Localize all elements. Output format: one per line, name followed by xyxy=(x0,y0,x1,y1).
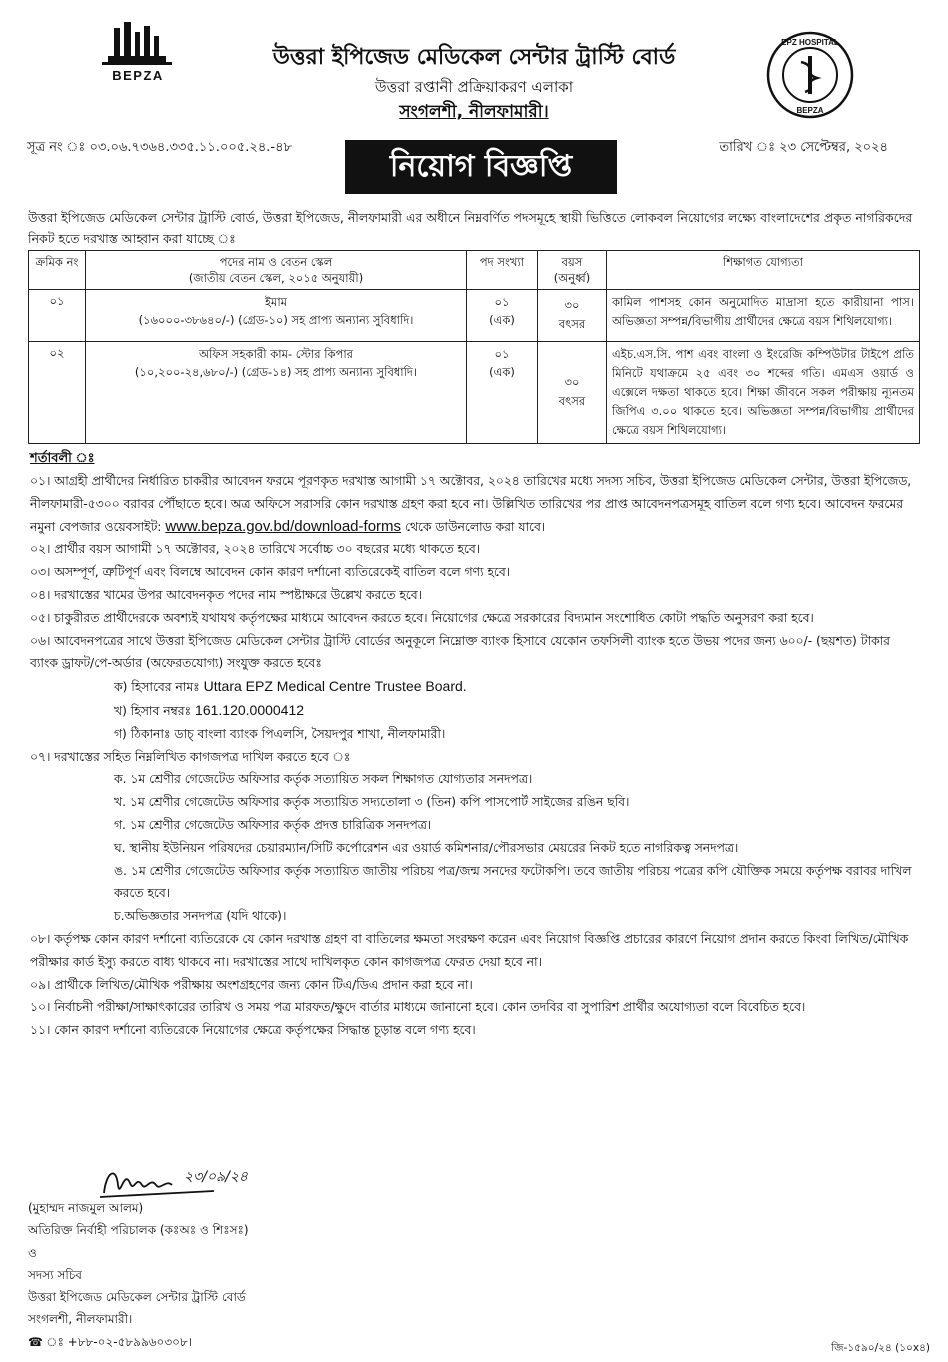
signatory-organization: উত্তরা ইপিজেড মেডিকেল সেন্টার ট্রাস্টি বোর্ড xyxy=(28,1290,246,1305)
post-count: ০১ xyxy=(494,295,510,309)
row-qualification: এইচ.এস.সি. পাশ এবং বাংলা ও ইংরেজি কম্পিউটার টাইপে প্রতি মিনিটে যথাক্রমে ২৫ এবং ৩০ শব্দের গতি। এমএস ওয়ার্ড ও এক্সেলে দক্ষতা থাকতে হবে। শিক্ষা জীবনে সকল পরীক্ষায় ন্যূনতম জিপিএ ৩.০০ থাকতে হবে। অভিজ্ঞতা সম্পন্ন/বিভাগীয় প্রার্থীদের ক্ষেত্রে বয়স শিথিলযোগ্য। xyxy=(607,342,920,444)
account-name-label: ক) হিসাবের নামঃ xyxy=(114,680,200,695)
term-06-bank-address: গ) ঠিকানাঃ ডাচ্ বাংলা ব্যাংক পিএলসি, সৈয়দপুর শাখা, নীলফামারী। xyxy=(114,726,446,741)
header-qualification: শিক্ষাগত যোগ্যতা xyxy=(607,251,920,290)
signatory-block xyxy=(28,1197,249,1353)
signature-date: ২৩/০৯/২৪ xyxy=(184,1169,249,1185)
term-10: ১০। নির্বাচনী পরীক্ষা/সাক্ষাৎকারের তারিখ ও সময় পত্র মারফত/ক্ষুদে বার্তার মাধ্যমে জানানো হবে। কোন তদবির বা সুপারিশ প্রার্থীর অযোগ্যতা বলে বিবেচিত হবে। xyxy=(30,1000,806,1015)
term-04: ০৪। দরখাস্তের খামের উপর আবেদনকৃত পদের নাম স্পষ্টাক্ষরে উল্লেখ করতে হবে। xyxy=(30,587,422,602)
terms-list xyxy=(30,470,920,1042)
account-number-label: খ) হিসাব নম্বরঃ xyxy=(114,703,192,718)
term-01-text-end: থেকে ডাউনলোড করা যাবে। xyxy=(404,519,546,534)
header-serial: ক্রমিক নং xyxy=(29,251,86,290)
signatory-role: সদস্য সচিব xyxy=(28,1267,82,1282)
row-serial: ০১ xyxy=(29,290,86,342)
organization-title: উত্তরা ইপিজেড মেডিকেল সেন্টার ট্রাস্টি বোর্ড xyxy=(272,45,676,70)
term-11: ১১। কোন কারণ দর্শানো ব্যতিরেকে নিয়োগের ক্ষেত্রে কর্তৃপক্ষের সিদ্ধান্ত চূড়ান্ত বলে গণ্য হবে। xyxy=(30,1023,476,1038)
age-unit: বৎসর xyxy=(558,393,586,408)
signatory-phone: ☎ ঃ +৮৮-০২-৫৮৯৯৬০৩০৮। xyxy=(28,1334,193,1349)
term-07: ০৭। দরখাস্তের সহিত নিম্নলিখিত কাগজপত্র দাখিল করতে হবে ঃ xyxy=(30,749,351,764)
row-post xyxy=(86,342,467,444)
post-scale: (১০,২০০-২৪,৬৮০/-) (গ্রেড-১৪) সহ প্রাপ্য অন্যান্য সুবিধাদি। xyxy=(134,365,418,379)
term-07-ca: চ.অভিজ্ঞতার সনদপত্র (যদি থাকে)। xyxy=(114,909,287,924)
row-qualification: কামিল পাশসহ কোন অনুমোদিত মাদ্রাসা হতে কারীয়ানা পাস। অভিজ্ঞতা সম্পন্ন/বিভাগীয় প্রার্থীদের ক্ষেত্রে বয়স শিথিলযোগ্য। xyxy=(607,290,920,342)
table-row xyxy=(29,290,920,342)
term-05: ০৫। চাকুরীরত প্রার্থীদেরকে অবশ্যই যথাযথ কর্তৃপক্ষের মাধ্যমে আবেদন করতে হবে। নিয়োগের ক্ষেত্রে সরকারের বিদ্যমান সংশোধিত কোটা পদ্ধতি অনুসরণ করা হবে। xyxy=(30,610,814,625)
notice-date: তারিখ ঃ ২৩ সেপ্টেম্বর, ২০২৪ xyxy=(719,140,888,155)
header-post-line1: পদের নাম ও বেতন স্কেল xyxy=(219,255,333,269)
term-08: ০৮। কর্তৃপক্ষ কোন কারণ দর্শানো ব্যতিরেকে যে কোন দরখাস্ত গ্রহণ বা বাতিলের ক্ষমতা সংরক্ষণ করেন এবং নিয়োগ বিজ্ঞপ্তি প্রচারের কারণে নিয়োগ প্রদান করতে কিংবা লিখিত/মৌখিক পরীক্ষার কার্ড ইস্যু করতে বাধ্য থাকবে না। দরখাস্তের সাথে দাখিলকৃত কোন কাগজপত্র ফেরত দেয়া হবে না। xyxy=(30,931,909,969)
notice-headline: নিয়োগ বিজ্ঞপ্তি xyxy=(345,140,617,194)
term-07-ka: ক. ১ম শ্রেণীর গেজেটেড অফিসার কর্তৃক সত্যায়িত সকল শিক্ষাগত যোগ্যতার সনদপত্র। xyxy=(114,772,533,787)
seal-bottom-text: BEPZA xyxy=(796,106,824,115)
row-serial: ০২ xyxy=(29,342,86,444)
row-post xyxy=(86,290,467,342)
header-post-line2: (জাতীয় বেতন স্কেল, ২০১৫ অনুযায়ী) xyxy=(188,271,364,285)
row-age xyxy=(538,290,607,342)
term-06-account-number xyxy=(30,699,920,723)
account-number-value: 161.120.0000412 xyxy=(195,701,305,718)
term-06: ০৬। আবেদনপত্রের সাথে উত্তরা ইপিজেড মেডিকেল সেন্টার ট্রাস্টি বোর্ডের অনুকূলে নিম্নোক্ত ব্যাংক হিসাবে যেকোন তফসিলী ব্যাংক হতে উভয় পদের জন্য ৬০০/- (ছয়শত) টাকার ব্যাংক ড্রাফট/পে-অর্ডার (অফেরতযোগ্য) সংযুক্ত করতে হবেঃ xyxy=(30,633,890,671)
term-07-kha: খ. ১ম শ্রেণীর গেজেটেড অফিসার কর্তৃক সত্যায়িত সদ্যতোলা ৩ (তিন) কপি পাসপোর্ট সাইজের রঙিন ছবি। xyxy=(114,795,630,810)
header-age: বয়স (অনুর্ধ্ব) xyxy=(538,251,607,290)
post-name: অফিস সহকারী কাম- স্টোর কিপার xyxy=(199,347,353,361)
age-value: ৩০ xyxy=(564,297,580,312)
term-07-gha: ঘ. স্থানীয় ইউনিয়ন পরিষদের চেয়ারম্যান/সিটি কর্পোরেশন এর ওয়ার্ড কমিশনার/পৌরসভার মেয়রের নিকট হতে নাগরিকত্ব সনদপত্র। xyxy=(114,840,739,855)
term-02: ০২। প্রার্থীর বয়স আগামী ১৭ অক্টোবর, ২০২৪ তারিখে সর্বোচ্চ ৩০ বছরের মধ্যে থাকতে হবে। xyxy=(30,542,481,557)
memo-number: সূত্র নং ঃ ০৩.০৬.৭৩৬৪.৩৩৫.১১.০০৫.২৪.-৪৮ xyxy=(27,140,292,155)
organization-subtitle: উত্তরা রপ্তানী প্রক্রিয়াকরণ এলাকা xyxy=(374,78,574,96)
download-forms-link[interactable]: www.bepza.gov.bd/download-forms xyxy=(165,517,402,535)
row-age xyxy=(538,342,607,444)
row-count xyxy=(467,290,538,342)
bepza-logo-text: BEPZA xyxy=(112,68,164,83)
post-scale: (১৬০০০-৩৮৬৪০/-) (গ্রেড-১০) সহ প্রাপ্য অন্যান্য সুবিধাদি। xyxy=(138,313,414,327)
intro-paragraph: উত্তরা ইপিজেড মেডিকেল সেন্টার ট্রাস্টি বোর্ড, উত্তরা ইপিজেড, নীলফামারী এর অধীনে নিম্নবর্ণিত পদসমূহে স্থায়ী ভিত্তিতে লোকবল নিয়োগের লক্ষ্যে বাংলাদেশের প্রকৃত নাগরিকদের নিকট হতে দরখাস্ত আহ্বান করা যাচ্ছে ঃ xyxy=(28,210,913,246)
seal-top-text: EPZ HOSPITAL xyxy=(781,38,839,47)
term-06-account-name xyxy=(30,675,920,699)
post-count-words: (এক) xyxy=(489,365,515,379)
term-01 xyxy=(30,470,920,538)
post-name: ইমাম xyxy=(264,295,288,309)
signatory-location: সংগলশী, নীলফামারী। xyxy=(28,1312,133,1327)
footer-code: জি-১৫৯০/২৪ (১০x৪) xyxy=(831,1342,930,1354)
age-unit: বৎসর xyxy=(558,316,586,331)
term-01-text: ০১। আগ্রহী প্রার্থীদের নির্ধারিত চাকরীর আবেদন ফরমে পূরণকৃত দরখাস্ত আগামী ১৭ অক্টোবর, ২০২৪ তারিখের মধ্যে সদস্য সচিব, উত্তরা ইপিজেড মেডিকেল সেন্টার, উত্তরা ইপিজেড, নীলফামারী-৫৩০০ বরাবর পৌঁছাতে হবে। অত্র অফিসে সরাসরি কোন দরখাস্ত গ্রহণ করা হবে না। উল্লিখিত তারিখের পর প্রাপ্ত আবেদনপত্রসমূহ বাতিল বলে গণ্য হবে। আবেদন ফরমের নমুনা বেপজার ওয়েবসাইট: xyxy=(30,474,912,534)
term-07-uo: ঙ. ১ম শ্রেণীর গেজেটেড অফিসার কর্তৃক সত্যায়িত জাতীয় পরিচয় পত্র/জন্ম সনদের ফটোকপি। তবে জাতীয় পরিচয় পত্রের কপি যৌক্তিক সময়ে কর্তৃপক্ষ বরাবর দাখিল করতে হবে। xyxy=(114,863,912,901)
term-09: ০৯। প্রার্থীকে লিখিত/মৌখিক পরীক্ষায় অংশগ্রহণের জন্য কোন টিএ/ডিএ প্রদান করা হবে না। xyxy=(30,977,473,992)
account-name-value: Uttara EPZ Medical Centre Trustee Board. xyxy=(203,678,467,695)
signatory-name: (মুহাম্মদ নাজমুল আলম) xyxy=(28,1201,144,1215)
organization-location: সংগলশী, নীলফামারী। xyxy=(399,102,549,122)
vacancy-table xyxy=(28,250,920,444)
post-count-words: (এক) xyxy=(489,313,515,327)
row-count xyxy=(467,342,538,444)
terms-heading: শর্তাবলী ঃ xyxy=(30,451,95,466)
header-post xyxy=(86,251,467,290)
term-07-ga: গ. ১ম শ্রেণীর গেজেটেড অফিসার কর্তৃক প্রদত্ত চারিত্রিক সনদপত্র। xyxy=(114,817,432,832)
post-count: ০১ xyxy=(494,347,510,361)
signatory-and: ও xyxy=(28,1245,37,1260)
age-value: ৩০ xyxy=(564,374,580,389)
header-count: পদ সংখ্যা xyxy=(467,251,538,290)
signatory-designation: অতিরিক্ত নির্বাহী পরিচালক (কঃঅঃ ও শিঃসঃ) xyxy=(28,1223,249,1238)
table-header-row xyxy=(29,251,920,290)
table-row xyxy=(29,342,920,444)
term-03: ০৩। অসম্পূর্ণ, ত্রুটিপূর্ণ এবং বিলম্বে আবেদন কোন কারণ দর্শানো ব্যতিরেকেই বাতিল বলে গণ্য হবে। xyxy=(30,565,511,580)
